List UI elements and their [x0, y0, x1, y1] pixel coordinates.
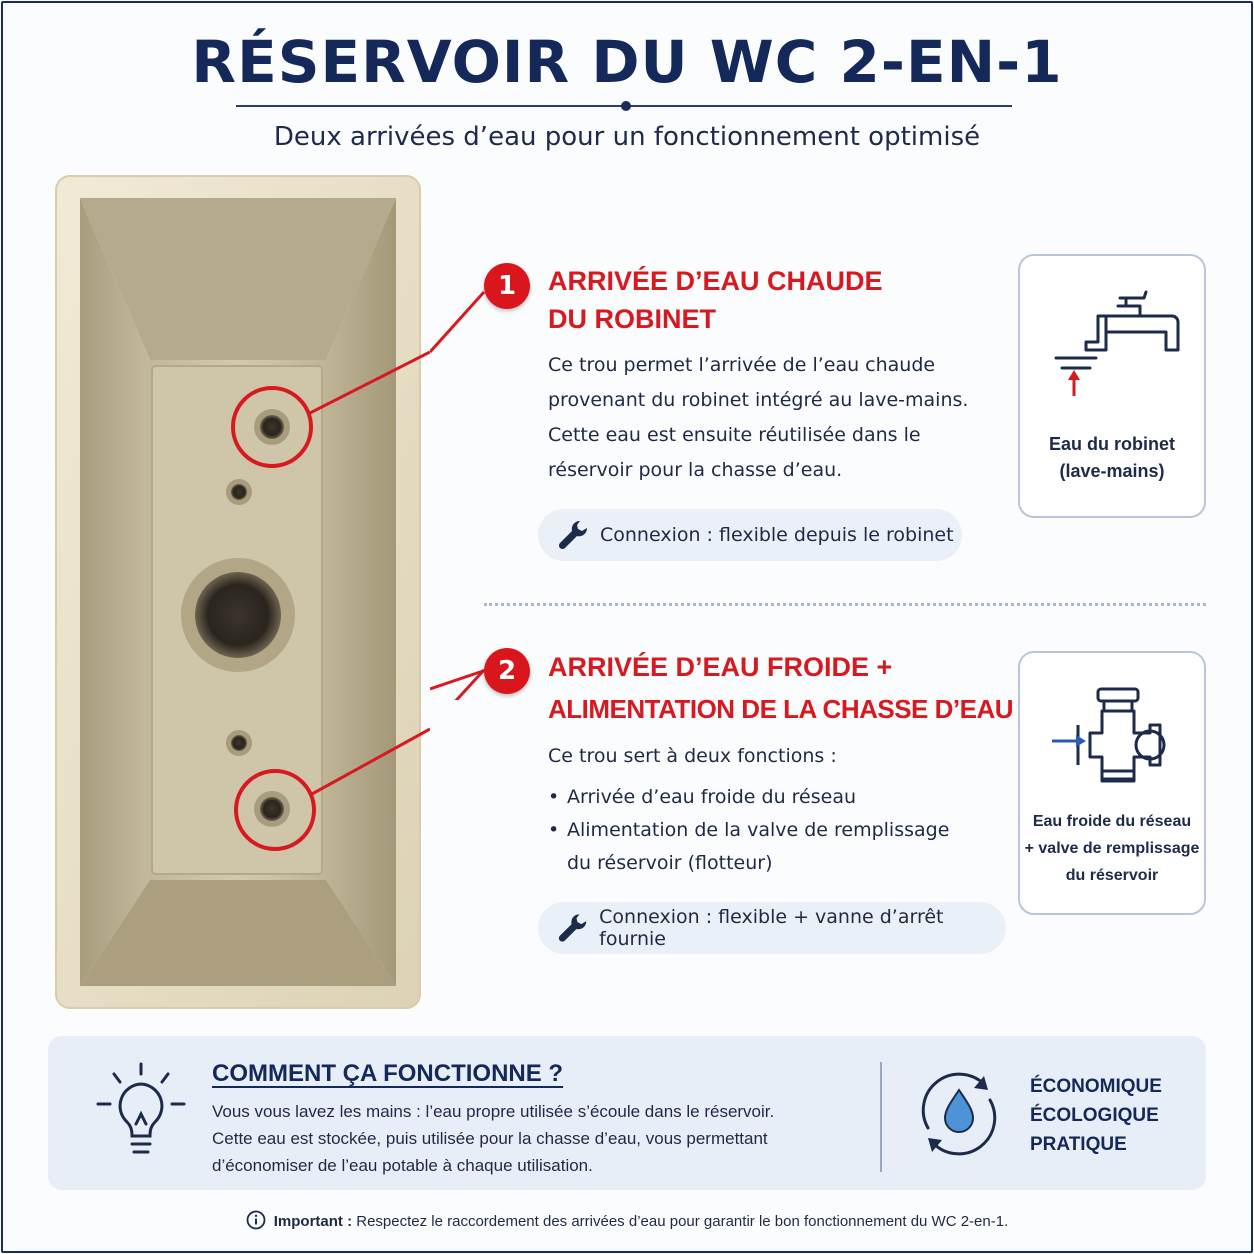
how-it-works-line: Cette eau est stockée, puis utilisée pour la chasse d’eau, vous permettant [212, 1129, 768, 1148]
how-it-works-line: d’économiser de l’eau potable à chaque utilisation. [212, 1156, 593, 1175]
section-2-title-line2: ALIMENTATION DE LA CHASSE D’EAU [548, 694, 1014, 724]
tank-illustration [50, 170, 430, 1016]
lightbulb-icon [96, 1060, 186, 1160]
benefit-item: ÉCONOMIQUE [1030, 1076, 1162, 1097]
valve-card-label-2: + valve de remplissage [1024, 840, 1200, 857]
list-item: • Arrivée d’eau froide du réseau [548, 786, 857, 808]
section-2-connection-pill [538, 902, 1006, 954]
list-item: • Alimentation de la valve de remplissage [548, 819, 950, 841]
leader-lines [430, 280, 490, 700]
valve-card-label-1: Eau froide du réseau [1032, 813, 1192, 830]
section-2-title-line1: ARRIVÉE D’EAU FROIDE + [548, 652, 893, 682]
page-subtitle: Deux arrivées d’eau pour un fonctionnement optimisé [273, 122, 981, 152]
section-1-text-line: réservoir pour la chasse d’eau. [548, 459, 843, 481]
step-2-badge: 2 [484, 648, 530, 694]
section-1-connection-text: Connexion : flexible depuis le robinet [600, 524, 954, 546]
title-divider-dot [621, 101, 631, 111]
section-2-intro: Ce trou sert à deux fonctions : [548, 745, 837, 767]
section-1-title-line1: ARRIVÉE D’EAU CHAUDE [548, 266, 883, 296]
faucet-icon [1050, 286, 1180, 406]
how-it-works-text [212, 1098, 882, 1179]
list-item-continuation: du réservoir (flotteur) [567, 852, 773, 874]
valve-card-label-3: du réservoir [1065, 867, 1159, 884]
water-cycle-icon [914, 1066, 1004, 1162]
section-1-connection-pill [538, 509, 962, 561]
benefits-list [1030, 1072, 1162, 1159]
info-icon [246, 1210, 266, 1230]
faucet-card [1018, 254, 1206, 518]
section-1-text-line: provenant du robinet intégré au lave-mains. [548, 389, 969, 411]
section-1-text-line: Cette eau est ensuite réutilisée dans le [548, 424, 921, 446]
tank-top-view [50, 170, 430, 1016]
wrench-icon [556, 911, 589, 945]
section-divider [484, 603, 1206, 606]
page-title: RÉSERVOIR DU WC 2-EN-1 [191, 28, 1063, 96]
section-1-text-line: Ce trou permet l’arrivée de l’eau chaude [548, 354, 936, 376]
footer-text: Respectez le raccordement des arrivées d’eau pour garantir le bon fonctionnement du WC 2-en-1. [352, 1213, 1009, 1230]
faucet-card-label-1: Eau du robinet [1049, 434, 1175, 454]
step-1-badge: 1 [484, 263, 530, 309]
section-2-connection-text: Connexion : flexible + vanne d’arrêt fournie [599, 906, 944, 950]
faucet-card-label-2: (lave-mains) [1059, 461, 1165, 481]
wrench-icon [556, 518, 590, 552]
valve-card [1018, 651, 1206, 915]
how-it-works-box [48, 1036, 1206, 1190]
benefit-item: ÉCOLOGIQUE [1030, 1105, 1159, 1126]
valve-icon [1050, 681, 1180, 791]
footer-label: Important : [273, 1213, 353, 1230]
section-1-title-line2: DU ROBINET [548, 304, 716, 334]
how-it-works-line: Vous vous lavez les mains : l’eau propre utilisée s’écoule dans le réservoir. [212, 1102, 775, 1121]
footer-note [0, 1210, 1254, 1230]
info-separator [880, 1062, 882, 1172]
benefit-item: PRATIQUE [1030, 1134, 1127, 1155]
how-it-works-title: COMMENT ÇA FONCTIONNE ? [212, 1060, 564, 1087]
